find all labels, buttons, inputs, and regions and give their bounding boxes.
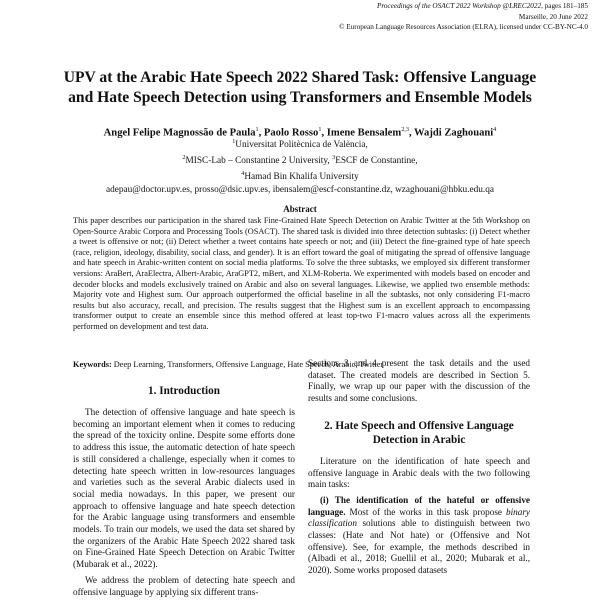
location-date: Marseille, 20 June 2022 — [518, 12, 588, 21]
author-list: Angel Felipe Magnossão de Paula$^1$, Paolo Rosso$^1$, Imene Bensalem$^{2,3}$, Wajdi Zaghouani$^4$ — [103, 126, 497, 139]
intro-continuation: Sections 3 and 4 present the task details and the used dataset. The created models are described in Section 5. Finally, we wrap up our paper with the discussion of the results and some conclusions. — [308, 358, 530, 404]
abstract-heading: Abstract — [283, 204, 317, 214]
section-2-heading: 2. Hate Speech and Offensive Language Detection in Arabic — [324, 419, 514, 446]
abstract-text: This paper describes our participation in the shared task Fine-Grained Hate Speech Detection on Arabic Twitter at the 5th Workshop on Open-Source Arabic Corpora and Processing Tools (OSACT). The shared task is divided into three detection subtasks: (i) Detect whether a tweet is offensive or not; (ii) Detect whether a tweet contains hate speech or not; and (iii) Detect the fine-grained type of hate speech (race, religion, ideology, disability, social class, and gender). It is an effort toward the goal of mitigating the spread of offensive language and hate speech in Arabic-written content on social media platforms. To solve the three subtasks, we employed six different transformer versions: AraBert, AraElectra, Albert-Arabic, AraGPT2, mBert, and XLM-Roberta. We experimented with models based on encoder and decoder blocks and models exclusively trained on Arabic and also on several languages. Likewise, we applied two ensemble methods: Majority vote and Highest sum. Our approach outperformed the official baseline in all the subtasks, not only considering F1-macro results but also accuracy, recall, and precision. The results suggest that the Highest sum is an excellent approach to encompassing transformer output to create an ensemble since this method offered at least top-two F1-macro values across all the experiments performed on development and test data. — [73, 216, 530, 331]
author-2: Paolo Rosso — [263, 127, 319, 139]
section-2-paragraph-2: (i) The identification of the hateful or offensive language. Most of the works in this task propose binary classification solutions able to distinguish between two classes: (Hate and Not hate) or (Offensive and Not offensive). See, for example, the methods described in (Albadi et al., 2018; Guellil et al., 2020; Mubarak et al., 2020). Some works proposed datasets — [308, 494, 530, 576]
section-1-heading: 1. Introduction — [148, 385, 220, 397]
intro-paragraph-1: The detection of offensive language and hate speech is becoming an important element when it comes to reducing the spread of the toxicity online. Despite some efforts done to address this issue, the automatic detection of hate speech is still considered a challenge, especially when it comes to detecting hate speech written in low-resources languages and varieties such as the several Arabic dialects used in social media nowadays. In this paper, we present our approach to offensive language and hate speech detection for the Arabic language using transformers and ensemble models. To train our models, we used the data set shared by the organizers of the Arabic Hate Speech 2022 shared task on Fine-Grained Hate Speech Detection on Arabic Twitter (Mubarak et al., 2022). — [73, 407, 295, 570]
author-3: Imene Bensalem — [326, 127, 402, 139]
right-column — [308, 358, 530, 577]
section-2-paragraph-1: Literature on the identification of hate speech and offensive language in Arabic deals with the two following main tasks: — [308, 455, 530, 490]
author-emails: adepau@doctor.upv.es, prosso@dsic.upv.es, ibensalem@escf-constantine.dz, wzaghouani@hbku.edu.qa — [105, 185, 495, 196]
paper-title: UPV at the Arabic Hate Speech 2022 Shared Task: Offensive Language and Hate Speech Detection using Transformers and Ensemble Models — [63, 69, 537, 106]
license-line: © European Language Resources Association (ELRA), licensed under CC-BY-NC-4.0 — [339, 23, 588, 31]
intro-paragraph-2: We address the problem of detecting hate speech and offensive language by applying six different trans- — [73, 574, 295, 597]
keywords: Keywords: Deep Learning, Transformers, Offensive Language, Hate Speech, Arabic, Twitter — [73, 360, 384, 369]
author-1: Angel Felipe Magnossão de Paula — [103, 127, 256, 139]
proceedings-line: Proceedings of the OSACT 2022 Workshop @LREC2022, pages 181–185 — [377, 2, 588, 10]
author-4: Wajdi Zaghouani — [414, 127, 494, 139]
left-column — [73, 384, 295, 598]
affiliations: $^1$Universitat Politècnica de València, $^2$MISC-Lab – Constantine 2 University, $^3$ESCF de Constantine, $^4$Hamad Bin Khalifa University adepau@doctor.upv.es, prosso@dsic.upv.es, ibensalem@escf-constantine.dz, wzaghouani@hbku.edu.qa — [20, 136, 580, 197]
page-header — [339, 1, 588, 33]
